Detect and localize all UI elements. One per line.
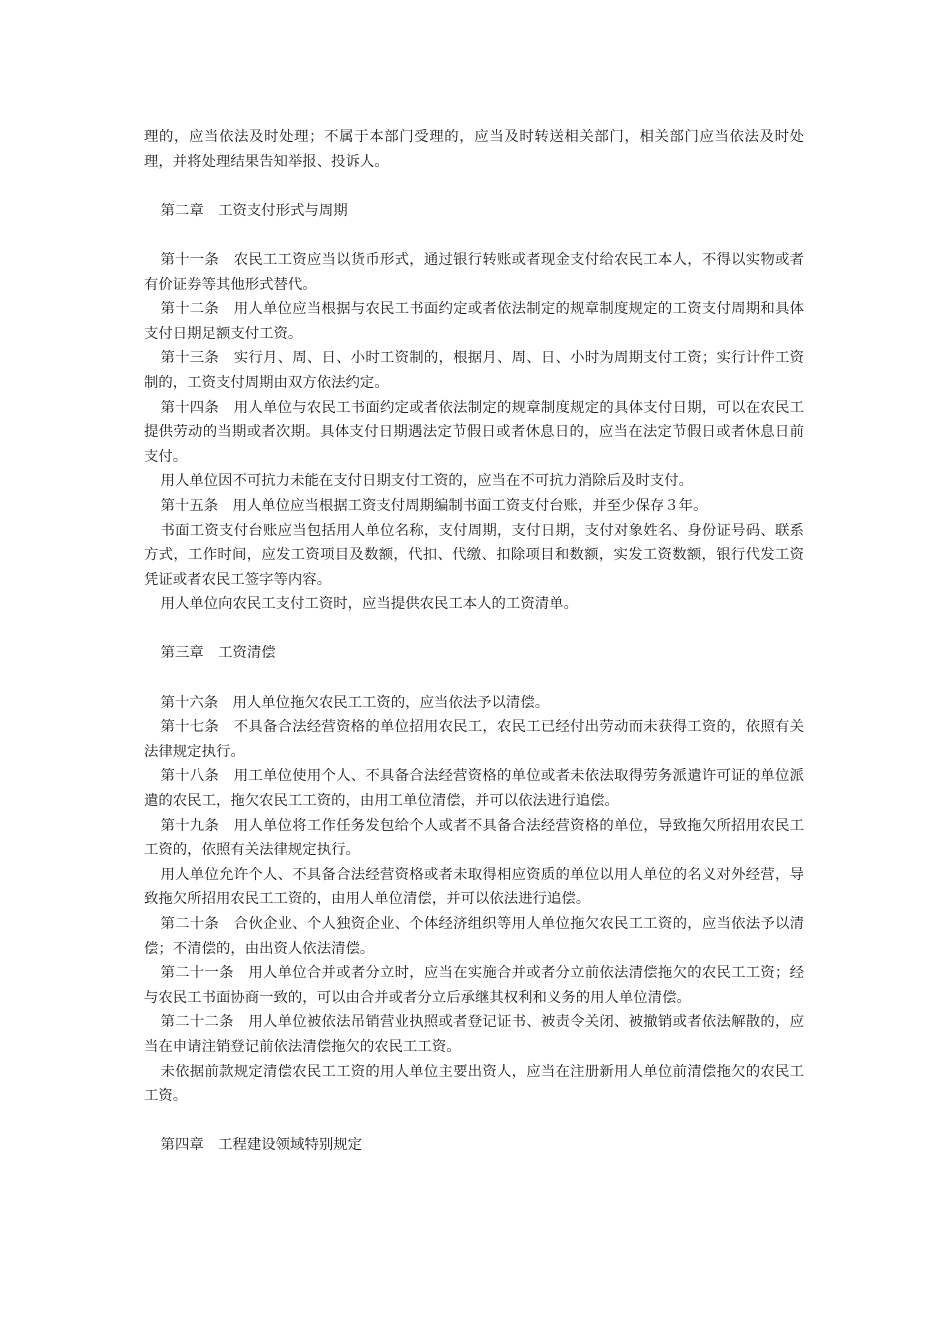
spacer: [144, 666, 804, 691]
chapter-4-heading: 第四章 工程建设领域特别规定: [160, 1137, 363, 1154]
article-19: 第十九条 用人单位将工作任务发包给个人或者不具备合法经营资格的单位，导致拖欠所招用农民工工资的，依照有关法律规定执行。: [144, 817, 804, 859]
chapter-3-heading: 第三章 工资清偿: [160, 645, 276, 662]
article-16: 第十六条 用人单位拖欠农民工工资的，应当依法予以清偿。: [160, 694, 550, 711]
article-21: 第二十一条 用人单位合并或者分立时，应当在实施合并或者分立前依法清偿拖欠的农民工工资；经与农民工书面协商一致的，可以由合并或者分立后承继其权利和义务的用人单位清偿。: [144, 965, 804, 1006]
document-page: [144, 125, 804, 1158]
chapter-2-heading: 第二章 工资支付形式与周期: [160, 202, 348, 219]
article-22: 第二十二条 用人单位被依法吊销营业执照或者登记证书、被责令关闭、被撤销或者依法解散的，应当在申请注销登记前依法清偿拖欠的农民工工资。: [144, 1014, 804, 1055]
article-20: 第二十条 合伙企业、个人独资企业、个体经济组织等用人单位拖欠农民工工资的，应当依法予以清偿；不清偿的，由出资人依法清偿。: [144, 916, 804, 957]
article-18: 第十八条 用工单位使用个人、不具备合法经营资格的单位或者未依法取得劳务派遣许可证的单位派遣的农民工，拖欠农民工工资的，由用工单位清偿，并可以依法进行追偿。: [144, 768, 804, 810]
article-15: 第十五条 用人单位应当根据工资支付周期编制书面工资支付台账，并至少保存３年。: [160, 497, 708, 514]
spacer: [144, 1109, 804, 1134]
spacer: [144, 617, 804, 642]
article-19-paragraph-2: 用人单位允许个人、不具备合法经营资格或者未取得相应资质的单位以用人单位的名义对外经营，导致拖欠所招用农民工工资的，由用人单位清偿，并可以依法进行追偿。: [144, 866, 804, 908]
article-14-paragraph-2: 用人单位因不可抗力未能在支付日期支付工资的，应当在不可抗力消除后及时支付。: [160, 473, 694, 490]
spacer: [144, 174, 804, 199]
article-15-paragraph-2: 书面工资支付台账应当包括用人单位名称，支付周期，支付日期，支付对象姓名、身份证号码、联系方式，工作时间，应发工资项目及数额，代扣、代缴、扣除项目和数额，实发工资数额，银行代发工资凭证或者农民工签字等内容。: [144, 522, 804, 588]
spacer: [144, 223, 804, 248]
article-13: 第十三条 实行月、周、日、小时工资制的，根据月、周、日、小时为周期支付工资；实行计件工资制的，工资支付周期由双方依法约定。: [144, 350, 804, 391]
article-14: 第十四条 用人单位与农民工书面约定或者依法制定的规章制度规定的具体支付日期，可以在农民工提供劳动的当期或者次期。具体支付日期遇法定节假日或者休息日的，应当在法定节假日或者休息日前支付。: [144, 399, 804, 465]
continuation-paragraph: 理的，应当依法及时处理；不属于本部门受理的，应当及时转送相关部门，相关部门应当依法及时处理，并将处理结果告知举报、投诉人。: [144, 129, 804, 170]
article-22-paragraph-2: 未依据前款规定清偿农民工工资的用人单位主要出资人，应当在注册新用人单位前清偿拖欠的农民工工资。: [144, 1063, 804, 1105]
article-12: 第十二条 用人单位应当根据与农民工书面约定或者依法制定的规章制度规定的工资支付周期和具体支付日期足额支付工资。: [144, 301, 804, 342]
article-11: 第十一条 农民工工资应当以货币形式，通过银行转账或者现金支付给农民工本人，不得以实物或者有价证券等其他形式替代。: [144, 251, 804, 293]
article-15-paragraph-3: 用人单位向农民工支付工资时，应当提供农民工本人的工资清单。: [160, 596, 578, 613]
article-17: 第十七条 不具备合法经营资格的单位招用农民工，农民工已经付出劳动而未获得工资的，依照有关法律规定执行。: [144, 719, 804, 760]
